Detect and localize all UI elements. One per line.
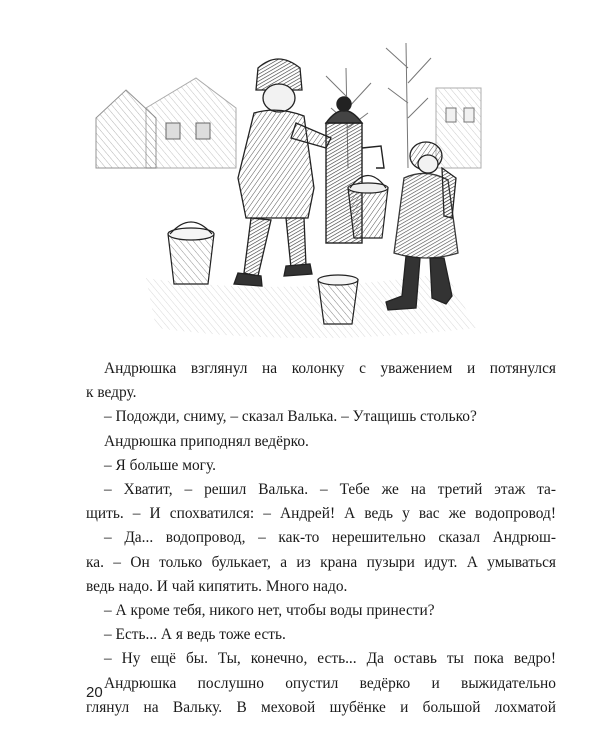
line-p10b: глянул на Вальку. В меховой шубёнке и большой лохматой xyxy=(86,698,556,716)
line-p1a: Андрюшка взглянул на колонку с уважением и потянулся xyxy=(104,360,556,377)
line-p10a: Андрюшка послушно опустил ведёрко и выжидательно xyxy=(104,674,556,692)
line-p8: – Есть... А я ведь тоже есть. xyxy=(104,626,286,644)
line-p6c: ведь надо. И чай кипятить. Много надо. xyxy=(86,577,348,595)
line-p1b: к ведру. xyxy=(86,384,137,402)
bucket-front xyxy=(318,275,358,324)
line-p7: – А кроме тебя, никого нет, чтобы воды принести? xyxy=(104,602,435,620)
line-p5b: щить. – И спохватился: – Андрей! А ведь у вас же водопровод! xyxy=(86,505,556,523)
line-p5a: – Хватит, – решил Валька. – Тебе же на третий этаж та- xyxy=(104,481,556,499)
line-p3: Андрюшка приподнял ведёрко. xyxy=(104,432,309,450)
boy-figure xyxy=(234,59,331,286)
line-p6b: ка. – Он только булькает, а из крана пузыри идут. А умываться xyxy=(86,553,556,571)
story-text xyxy=(86,357,556,720)
line-p2: – Подожди, сниму, – сказал Валька. – Утащишь столько? xyxy=(104,408,477,426)
line-p6a: – Да... водопровод, – как-то нерешительно сказал Андрюш- xyxy=(104,529,556,547)
bucket-under-pump xyxy=(348,176,388,239)
line-p9: – Ну ещё бы. Ты, конечно, есть... Да оставь ты пока ведро! xyxy=(104,650,556,668)
line-p4: – Я больше могу. xyxy=(104,456,216,474)
background-houses-left xyxy=(96,78,236,168)
bucket-left xyxy=(168,222,214,284)
page-number: 20 xyxy=(86,684,103,701)
illustration-sketch xyxy=(86,28,500,348)
